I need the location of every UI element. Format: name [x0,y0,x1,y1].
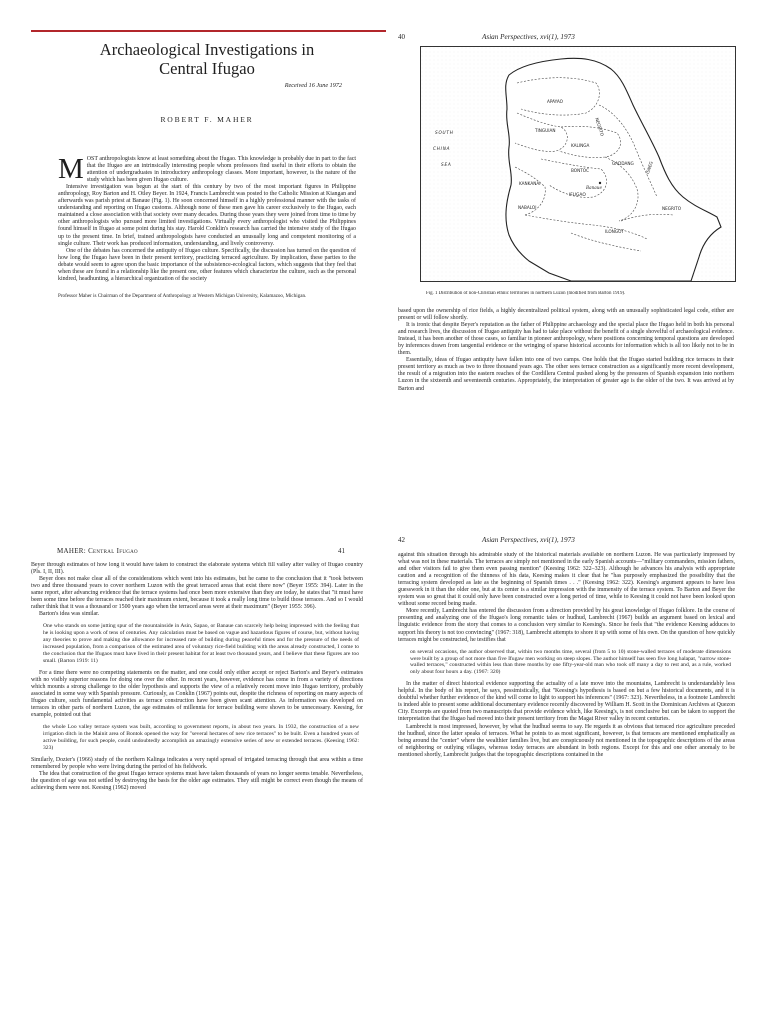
body-text [398,308,734,393]
paragraph: More recently, Lambrecht has entered the discussion from a direction provided by his great knowledge of Ifugao folklore. In the course of presenting and analyzing one of the Ifugao's long romantic tales or hudhud, Lambrecht (1967) builds an argument based on lexical and linguistic evidence from the story that comes to a conclusion very similar to Keesing's. Since he feels that "the evidence Keesing adduces to support his theory is not too convincing" (1967: 318), Lambrecht attempts to shore it up with some of his own. On the question of how quickly terraces might be constructed, he testifies that [398,608,735,643]
map-label-banaue: Banaue [586,185,602,190]
block-quote: on several occasions, the author observed that, within two months time, several (from 5 to 10) stone-walled terraces of moderate dimensions were built by a group of not more than five Ifugaw men working on steep slopes. The author himself has seen five long halapat, "narrow stone-walled terraces," constructed within less than three months by one fifty-year-old man who took off many a day to rest and, as a rule, worked only about four hours a day. (1967: 320) [410,648,731,676]
paragraph: Intensive investigation was begun at the start of this century by two of the most important figures in Philippine anthropology, Roy Barton and H. Otley Beyer. In 1924, Francis Lambrecht was posted to the Catholic Mission at Kiangan and afterwards was parish priest at Banaue (Fig. 1). He soon concerned himself in a highly professional manner with the tasks of understanding and reporting on Ifugao customs. Although none of these men gave his career exclusively to the Ifugao, each maintained a close association with that society over many decades. During those years they were joined from time to time by other anthropologists who pursued more limited investigations. Virtually every anthropologist who visited the Philippines found himself in Ifugao at some point during his stay. Harold Conklin's research has carried the intensive study of the Ifugao up to the present time. In brief, trained anthropologists have conducted an unusually long and competent monitoring of a single culture. Their work has produced information, understanding, and lively controversy. [58,184,356,247]
page-number-41: 41 [338,547,345,555]
article-title [58,40,356,78]
block-quote: the whole Loo valley terrace system was built, according to government reports, in about two years. In 1932, the construction of a new irrigation ditch in the Mainit area of Bontok opened the way for "several hectares of new rice terraces" to be built. Even a hundred years of active building, for such people, could undoubtedly accomplish an amazingly extensive series of new or extended terraces. (Keesing 1962: 323) [43,724,359,751]
map-label-kalinga: KALINGA [571,143,590,148]
paragraph: Barton's idea was similar. [39,611,100,618]
paragraph: It is ironic that despite Beyer's reputation as the father of Philippine archaeology and the special place the Ifugao held in both his personal and research lives, the discussion of Ifugao antiquity has had to take place without the benefit of a single shovelful of archaeological evidence. Instead, it has been another of those cases, so familiar in pioneer anthropology, where positions concerning temporal questions are developed by inferences drawn from tangential evidence or the wringing of sparse historical accounts for information which is all too likely not to be in them. [398,322,734,357]
drop-cap: M [58,153,84,185]
author-footnote: Professor Maher is Chairman of the Department of Anthropology at Western Michigan University, Kalamazoo, Michigan. [58,292,307,299]
paragraph: Beyer does not make clear all of the considerations which went into his estimates, but he came to the conclusion that it "took between two and three thousand years to cover northern Luzon with the great terraced areas that exist there now" (Beyer 1955: 394). Later in the same report, after advancing evidence that the terrace systems had once been more extensive than they are today, he states that "it must have been some time before the terraces reached their maximum extent, because it took a really long time to build those terraces. And so I would rather think that it was a thousand or 1500 years ago when the terraced areas were at their maximum" (Beyer 1955: 396). [31,576,363,611]
map-label-kankanai: KANKANAI [519,181,541,186]
paragraph: Beyer through estimates of how long it would have taken to construct the elaborate systems which fill valley after valley of Ifugao country (Pls. I, II, III). [31,562,363,576]
page-40 [398,291,734,471]
paragraph: against this situation through his admirable study of the historical materials available on northern Luzon. He was particularly impressed by what was not in these materials. The terraces are simply not mentioned in the early Spanish accounts—"military commanders, mission fathers, and other visitors fail to give them even passing mention" (Keesing 1962: 322–323). Although he advances his analysis with appropriate caution and a recognition of the thinness of his data, Keesing makes it clear that he "has purposely emphasized the possibility that the terracing system developed as late as the beginning of Spanish times . . ." (Keesing 1962: 322). Keesing's argument appears to have less guesswork in it than the older one, but at its center is a similar impression with the immensity of the terrace system. To Barton and Beyer the system was so great that it could only have been constructed over a long period of time, while to Keesing it could not have been looked upon without some record being made. [398,552,735,608]
map-label-china: CHINA [433,146,451,151]
map-label-ifugao: IFUGAO [569,193,586,198]
paragraph: MOST anthropologists know at least something about the Ifugao. This knowledge is probably due in part to the fact that the Ifugao are an intrinsically interesting people whom professors find useful in their efforts to obtain the attention of undergraduates in introductory anthropology classes. More important, however, is the nature of the study which has been given Ifugao culture. [58,153,356,185]
paragraph: Essentially, ideas of Ifugao antiquity have fallen into one of two camps. One holds that the Ifugao started building rice terraces in their present territory as much as two to three thousand years ago. The other sees terrace construction as a significantly more recent development, the result of a migration into the eastern reaches of the Cordillera Central pushed along by the pressures of Spanish expansion into northern Luzon in the sixteenth and seventeenth centuries. Appropriately, the interpretation of greater age is the older of the two. It was arrived at by Barton and [398,357,734,392]
map-label-ilongot: ILONGOT [605,229,624,234]
map-label-sea: SEA [441,162,452,167]
article-title-line1: Archaeological Investigations in [99,40,315,59]
map-label-isneg: ISNEG [645,160,654,175]
paragraph: based upon the ownership of rice fields, a highly decentralized political system, along with an unusually sophisticated legal code, either are present or will follow shortly. [398,308,734,322]
header-rule [31,30,386,32]
map-label-gaddang: GADDANG [612,161,634,166]
paragraph: The idea that construction of the great Ifugao terrace systems must have taken thousands of years no longer seems tenable. Nevertheless, the question of age was not settled by destroying the basis for the older age estimates. They still might be correct even though the means of achieving them were not. Keesing (1962) moved [31,770,363,791]
page-number-42: 42 [398,536,405,544]
page-39 [58,38,356,478]
map-label-negrito-north: NEGRITO [594,117,605,137]
paragraph: In the matter of direct historical evidence supporting the actuality of a late move into the mountains, Lambrecht is understandably less helpful. In the body of his report, he says, pessimistically, that "Keesing's hypothesis is based on but a few historical documents, and it is doubtful whether further evidence of the kind will come to light to support his inferences" (1967: 323). Nevertheless, in a footnote Lambrecht is indeed able to present some additional documentary evidence recently discovered by William H. Scott in the Dominican Archives at Quezon City. Excerpts are quoted from two manuscripts that provide evidence which, like Keesing's, is not conclusive but can be taken to support the interpretation that the Ifugao had moved into their present territory from the Magat River valley in recent centuries. [398,681,735,723]
body-text [58,153,356,283]
received-date: Received 16 June 1972 [284,82,342,89]
page-number-40: 40 [398,33,405,41]
block-quote: One who stands on some jutting spur of the mountainside in Asin, Sapao, or Banaue can scarcely help being impressed with the feeling that he is looking upon a work of tens of centuries. Any calculation must be based on vague and hazardous figures of course, but, without having any theories to prove and making due allowance for increased rate of building during peaceful times and for the pressure of the needs of increased population, from a comparison of the estimated area of voluntary rice-field building with the areas already constructed, I come to the conclusion that the Ifugaos must have lived in their present habitat for at least two thousand years, and I believe that these figures are too small. (Barton 1919: 11) [43,623,359,664]
journal-header-42: Asian Perspectives, xvi(1), 1973 [482,536,575,544]
map-label-nabaloi: NABALOI [518,205,537,210]
paragraph: Lambrecht is most impressed, however, by what the hudhud seems to say. He regards it as obvious that terraced rice agriculture preceded the hudhud, since the latter speaks of terraces. What he points to as most significant, however, is that terraces are mentioned emphatically as being around the "center" where the wealthier families live, but are conspicuously not mentioned in the topographic descriptions of the areas of neighboring or outlying villages, whereas today terraces are abundant in both regions. Except for this and one other anomaly to be mentioned shortly, Lambrecht judges that the topographic descriptions contained in the [398,723,735,758]
map-label-south: SOUTH [435,130,454,135]
paragraph: Similarly, Dozier's (1966) study of the northern Kalinga indicates a very rapid spread of irrigated terracing through that area within a time remembered by people who were living during the period of his fieldwork. [31,756,363,770]
running-head-maher: MAHER: Central Ifugao [57,547,138,555]
journal-header: Asian Perspectives, xvi(1), 1973 [482,33,575,41]
figure-1-caption: Fig. 1 Distribution of non-Christian ethnic territories in northern Luzon (modified from Barton 1919). [426,291,626,296]
page-41 [31,562,363,1018]
paragraph: One of the debates has concerned the antiquity of Ifugao culture. Specifically, the discussion has turned on the question of how long the Ifugao have been in their present territory, practicing terraced agriculture. By implication, these parties to the debate would seem to agree upon the basic importance of the subsistence-ecological factors, which suggests that they feel that when these are found in a relationship like the present one, other features which characterize the culture, such as the personal kindred, headhunting, a hierarchical organization of the society [58,247,356,282]
map-label-bontoc: BONTOC [571,168,590,173]
author-name: ROBERT F. MAHER [160,115,254,124]
figure-1-map [420,46,736,282]
map-label-negrito: NEGRITO [662,206,682,211]
map-label-tinguian: TINGUIAN [535,128,556,133]
map-label-apayao: APAYAO [547,99,563,104]
paragraph: For a time there were no competing statements on the matter, and one could only either accept or reject Barton's and Beyer's estimates with no visibly superior reasons for doing one over the other. In recent years, however, evidence has come in from a variety of directions which mounts a strong challenge to the older hypothesis and supports the view of a relatively recent move into Ifugao territory, probably associated in some way with Spanish pressure. Curiously, as Conklin (1967) points out, despite the richness of reporting on many aspects of Ifugao culture, such fundamental activities as terrace construction have been given scant attention. As information was developed on terraces in other parts of northern Luzon, the age estimates of millennia for terrace building were shown to be unnecessary. Keesing, for example, pointed out that [31,669,363,719]
article-title-line2: Central Ifugao [159,59,255,78]
page-42 [398,552,735,1018]
